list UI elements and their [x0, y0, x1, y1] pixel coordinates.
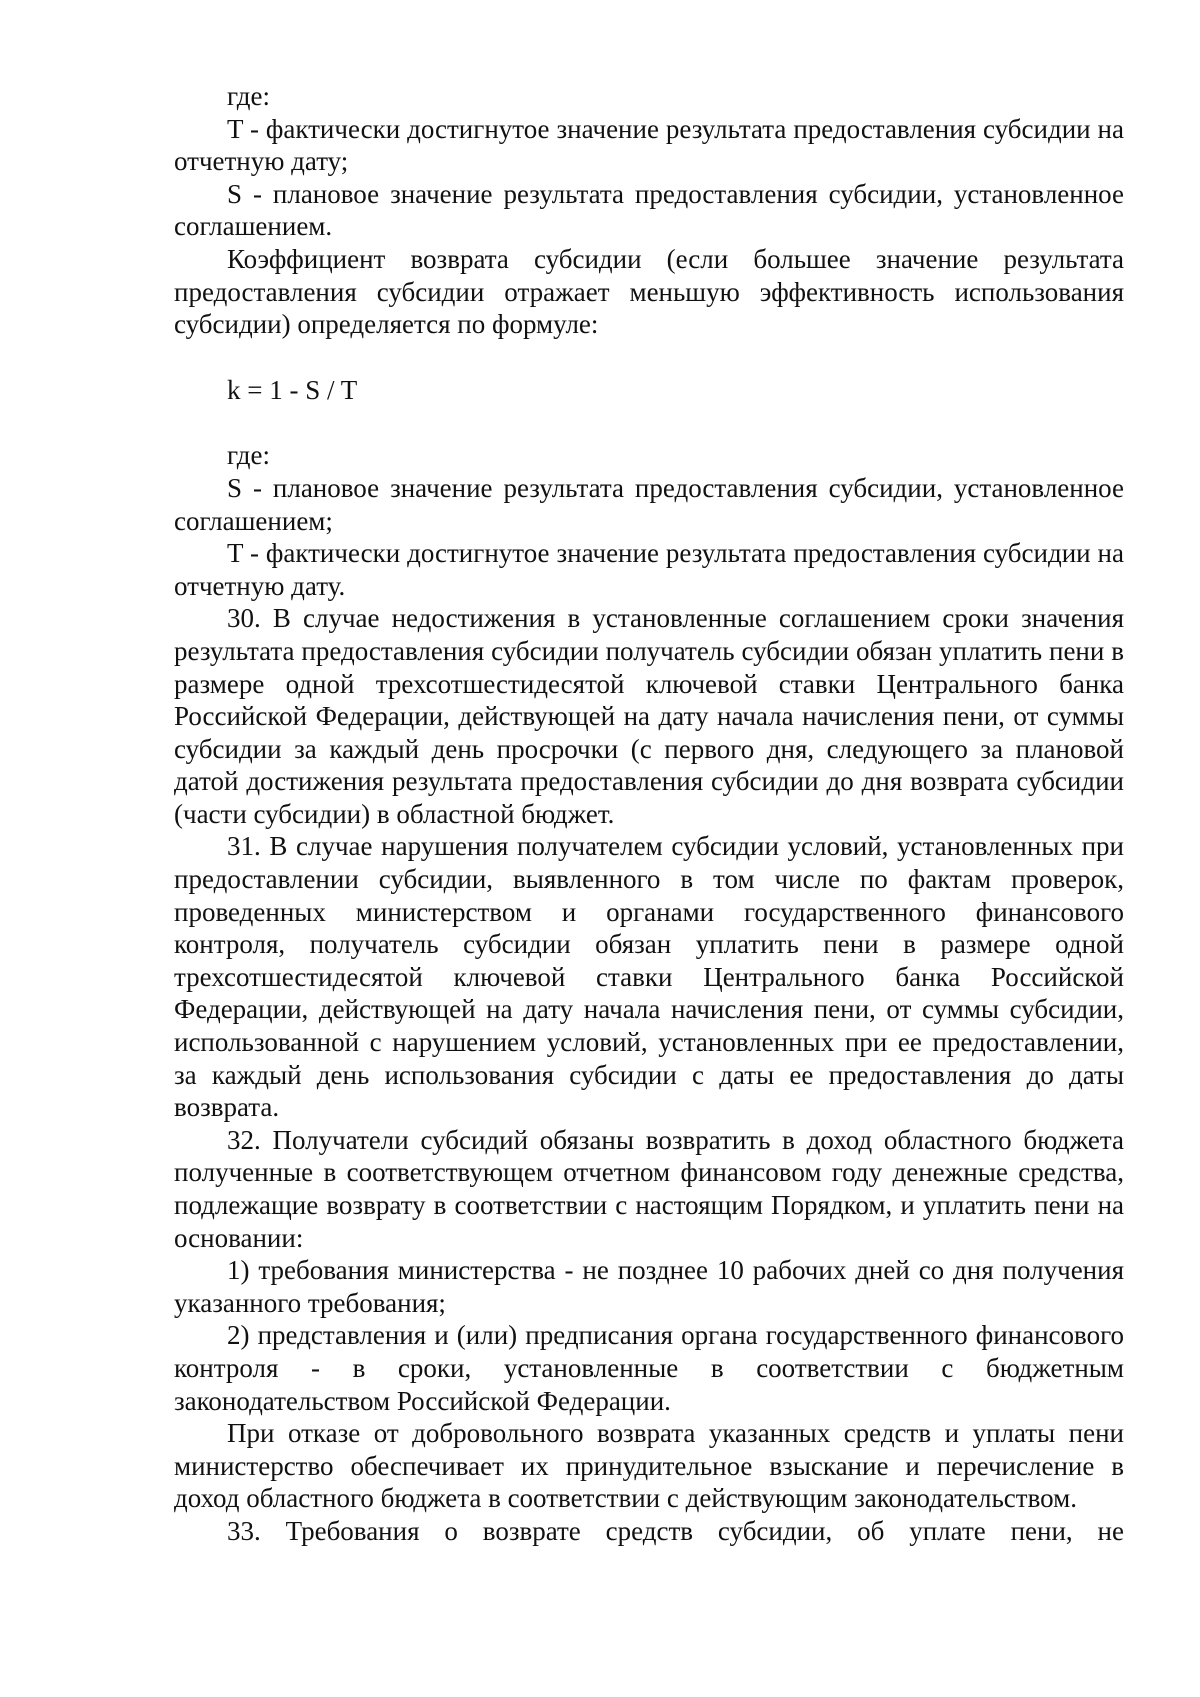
- refusal-paragraph: При отказе от добровольного возврата указанных средств и уплаты пени министерство обеспечивает их принудительное взыскание и перечисление в доход областного бюджета в соответствии с действующим законодательством.: [174, 1418, 1124, 1514]
- where-label-2: где:: [227, 440, 270, 471]
- definition-t-2: T - фактически достигнутое значение результата предоставления субсидии на отчетную дату.: [174, 538, 1124, 601]
- definition-t-1: T - фактически достигнутое значение результата предоставления субсидии на отчетную дату;: [174, 113, 1124, 177]
- document-page: [174, 80, 1124, 1548]
- clause-32-item-1: 1) требования министерства - не позднее 10 рабочих дней со дня получения указанного требования;: [174, 1255, 1124, 1318]
- where-label-1: где:: [227, 81, 270, 111]
- clause-31: 31. В случае нарушения получателем субсидии условий, установленных при предоставлении субсидии, выявленного в том числе по фактам проверок, проведенных министерством и органами государственного финансового контроля, получатель субсидии обязан уплатить пени в размере одной трехсотшестидесятой ключевой ставки Центрального банка Российской Федерации, действующей на дату начала начисления пени, от суммы субсидии, использованной с нарушением условий, установленных при ее предоставлении, за каждый день использования субсидии с даты ее предоставления до даты возврата.: [174, 831, 1124, 1123]
- definition-s-1: S - плановое значение результата предоставления субсидии, установленное соглашением.: [174, 178, 1124, 242]
- clause-32: 32. Получатели субсидий обязаны возвратить в доход областного бюджета полученные в соответствующем отчетном финансовом году денежные средства, подлежащие возврату в соответствии с настоящим Порядком, и уплатить пени на основании:: [174, 1124, 1124, 1253]
- clause-32-item-2: 2) представления и (или) предписания органа государственного финансового контроля - в сроки, установленные в соответствии с бюджетным законодательством Российской Федерации.: [174, 1320, 1124, 1416]
- coefficient-paragraph: Коэффициент возврата субсидии (если большее значение результата предоставления субсидии отражает меньшую эффективность использования субсидии) определяется по формуле:: [174, 243, 1124, 340]
- clause-30: 30. В случае недостижения в установленные соглашением сроки значения результата предоставления субсидии получатель субсидии обязан уплатить пени в размере одной трехсотшестидесятой ключевой ставки Центрального банка Российской Федерации, действующей на дату начала начисления пени, от суммы субсидии за каждый день просрочки (с первого дня, следующего за плановой датой достижения результата предоставления субсидии до дня возврата субсидии (части субсидии) в областной бюджет.: [174, 603, 1124, 829]
- formula: k = 1 - S / T: [227, 374, 358, 405]
- definition-s-2: S - плановое значение результата предоставления субсидии, установленное соглашением;: [174, 472, 1124, 536]
- clause-33-start: 33. Требования о возврате средств субсидии, об уплате пени, не: [227, 1515, 1124, 1546]
